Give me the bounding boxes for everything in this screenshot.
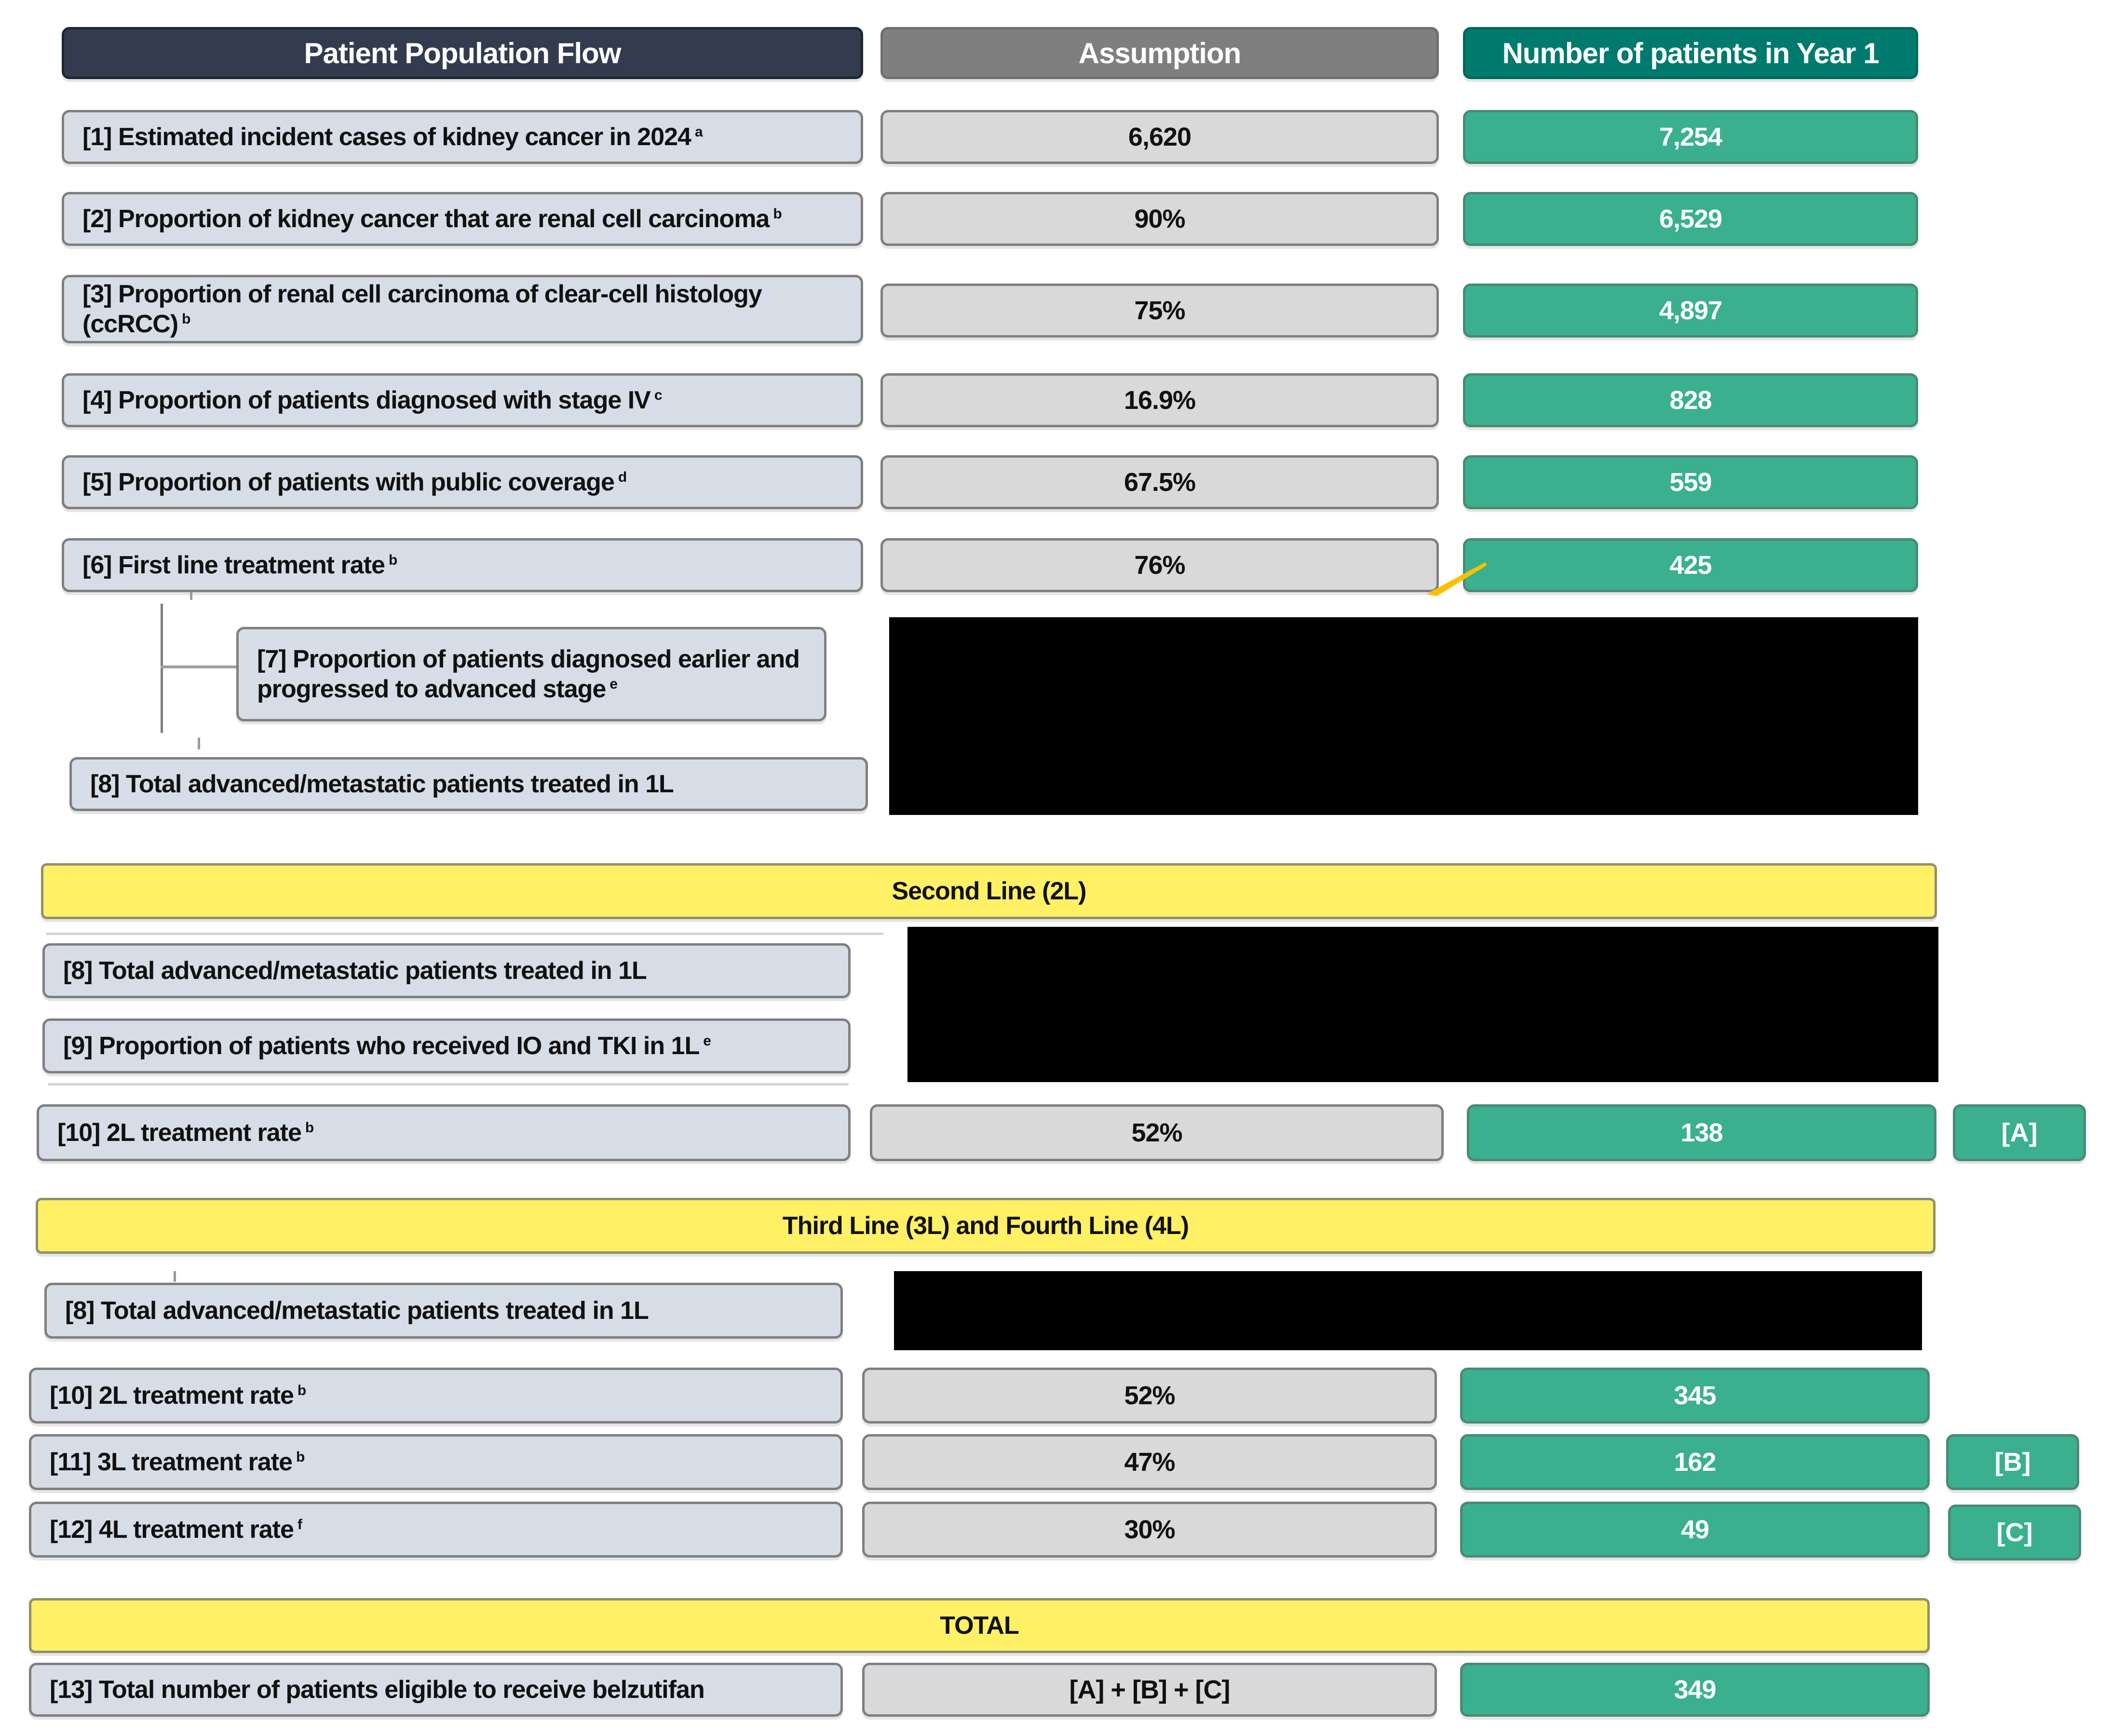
row-13-text: [13] Total number of patients eligible to receive belzutifan (50, 1676, 704, 1704)
footnote-marker: b (182, 311, 190, 327)
row-2-patients (1463, 192, 1918, 246)
connector-vertical (161, 604, 163, 733)
row-10-text: [10] 2L treatment rate $^b$ (50, 1382, 306, 1410)
section-title: TOTAL (940, 1612, 1019, 1640)
row-13-label (29, 1663, 843, 1717)
row-12-patients (1460, 1502, 1930, 1558)
patients-value: 7,254 (1659, 122, 1722, 151)
row-8-text: [8] Total advanced/metastatic patients treated in 1L (90, 770, 674, 798)
row-5-label (62, 455, 863, 509)
assumption-value: 52% (1131, 1118, 1182, 1147)
row-1-assumption (880, 110, 1439, 164)
row-3-label (62, 275, 863, 343)
assumption-value: 47% (1124, 1448, 1175, 1477)
footnote-marker: b (305, 1119, 314, 1136)
tag-c (1948, 1505, 2081, 1560)
row-6-text: [6] First line treatment rate $^b$ (82, 551, 397, 579)
section-band-second-line (41, 863, 1937, 919)
connector-tick (174, 1271, 176, 1282)
tag-a (1953, 1104, 2086, 1161)
row-2-assumption (880, 192, 1439, 246)
row-12-label (29, 1502, 843, 1558)
tag-text: [C] (1996, 1518, 2033, 1547)
row-9-label (42, 1018, 851, 1073)
header-number-text: Number of patients in Year 1 (1502, 37, 1879, 69)
patients-value: 345 (1674, 1381, 1716, 1410)
connector-horizontal (161, 665, 238, 668)
footnote-marker: e (609, 676, 618, 692)
row-8-text: [8] Total advanced/metastatic patients treated in 1L (65, 1297, 649, 1325)
row-11-text: [11] 3L treatment rate $^b$ (50, 1448, 305, 1476)
assumption-value: 67.5% (1124, 468, 1196, 497)
footnote-marker: b (773, 205, 782, 222)
row-11-label (29, 1434, 843, 1490)
row-10-label-2l (37, 1104, 851, 1161)
assumption-value: 90% (1134, 204, 1185, 233)
row-8-text: [8] Total advanced/metastatic patients treated in 1L (63, 957, 647, 985)
section-band-third-fourth-line (36, 1198, 1936, 1254)
header-assumption-text: Assumption (1078, 37, 1241, 69)
header-assumption (880, 27, 1439, 79)
row-2-text: [2] Proportion of kidney cancer that are renal cell carcinoma $^b$ (82, 205, 782, 233)
row-12-assumption (862, 1502, 1437, 1558)
separator-line (48, 1083, 849, 1085)
row-5-patients (1463, 455, 1918, 509)
assumption-value: 76% (1134, 551, 1185, 580)
row-13-assumption (862, 1663, 1437, 1717)
row-1-text: [1] Estimated incident cases of kidney cancer in 2024 $^a$ (82, 123, 703, 151)
patients-value: 4,897 (1659, 296, 1722, 325)
row-8-label-2l (42, 943, 851, 998)
footnote-marker: b (297, 1382, 306, 1398)
row-1-label (62, 110, 863, 164)
patients-value: 6,529 (1659, 204, 1722, 233)
footnote-marker: a (694, 123, 703, 140)
row-11-patients (1460, 1434, 1930, 1490)
section-title: Third Line (3L) and Fourth Line (4L) (782, 1212, 1189, 1240)
patients-value: 559 (1669, 468, 1712, 497)
row-9-text: [9] Proportion of patients who received IO and TKI in 1L $^e$ (63, 1032, 711, 1060)
tag-text: [A] (2001, 1118, 2038, 1147)
row-4-patients (1463, 373, 1918, 427)
patients-value: 349 (1674, 1675, 1716, 1704)
row-4-assumption (880, 373, 1439, 427)
header-patient-population-flow (62, 27, 863, 79)
footnote-marker: f (297, 1516, 302, 1533)
row-1-patients (1463, 110, 1918, 164)
row-2-label (62, 192, 863, 246)
row-4-label (62, 373, 863, 427)
header-flow-text: Patient Population Flow (304, 37, 621, 69)
row-5-assumption (880, 455, 1439, 509)
row-8-label-1l (69, 757, 868, 811)
assumption-value: 6,620 (1128, 122, 1191, 151)
row-10-assumption-3l (862, 1368, 1437, 1424)
assumption-value: 30% (1124, 1515, 1175, 1544)
row-4-text: [4] Proportion of patients diagnosed with stage IV $^c$ (82, 386, 662, 414)
row-3-patients (1463, 284, 1918, 338)
separator-line (46, 933, 883, 935)
row-10-patients-2l (1467, 1104, 1936, 1161)
patients-value: 49 (1680, 1515, 1709, 1544)
row-6-assumption (880, 538, 1439, 592)
row-10-patients-3l (1460, 1368, 1930, 1424)
tag-b (1946, 1434, 2079, 1490)
row-12-text: [12] 4L treatment rate $^f$ (50, 1516, 302, 1544)
footnote-marker: b (296, 1449, 305, 1465)
row-8-label-3l (44, 1283, 843, 1339)
row-10-assumption-2l (870, 1104, 1444, 1161)
tag-text: [B] (1994, 1448, 2031, 1477)
assumption-value: 52% (1124, 1381, 1175, 1410)
row-7-label (236, 627, 826, 721)
section-title: Second Line (2L) (892, 877, 1086, 905)
header-number-of-patients (1463, 27, 1918, 79)
redacted-block-1l (889, 617, 1918, 815)
row-6-patients (1463, 538, 1918, 592)
footnote-marker: d (618, 469, 627, 485)
row-13-patients (1460, 1663, 1930, 1717)
row-11-assumption (862, 1434, 1437, 1490)
footnote-marker: c (654, 387, 662, 403)
patients-value: 828 (1669, 386, 1712, 415)
row-10-text: [10] 2L treatment rate $^b$ (57, 1119, 314, 1147)
pointer-accent-icon (1422, 559, 1490, 598)
row-5-text: [5] Proportion of patients with public coverage $^d$ (82, 468, 627, 496)
patients-value: 138 (1680, 1118, 1723, 1147)
redacted-block-2l (907, 927, 1938, 1082)
patients-value: 162 (1674, 1448, 1716, 1477)
row-10-label-3l (29, 1368, 843, 1424)
row-3-text: [3] Proportion of renal cell carcinoma of clear-cell histology (ccRCC) $^b$ (82, 280, 762, 338)
connector-tick-top (190, 592, 192, 600)
footnote-marker: b (388, 552, 397, 568)
assumption-value: 75% (1134, 296, 1185, 325)
redacted-block-3l (894, 1271, 1922, 1350)
assumption-value: 16.9% (1124, 386, 1196, 415)
row-7-text: [7] Proportion of patients diagnosed earlier and progressed to advanced stage $^e$ (257, 645, 800, 703)
row-3-assumption (880, 284, 1439, 338)
footnote-marker: e (703, 1032, 711, 1049)
row-6-label (62, 538, 863, 592)
section-band-total (29, 1598, 1930, 1653)
assumption-value: [A] + [B] + [C] (1069, 1675, 1230, 1704)
patients-value: 425 (1669, 551, 1712, 580)
connector-tick-bottom (198, 738, 200, 749)
